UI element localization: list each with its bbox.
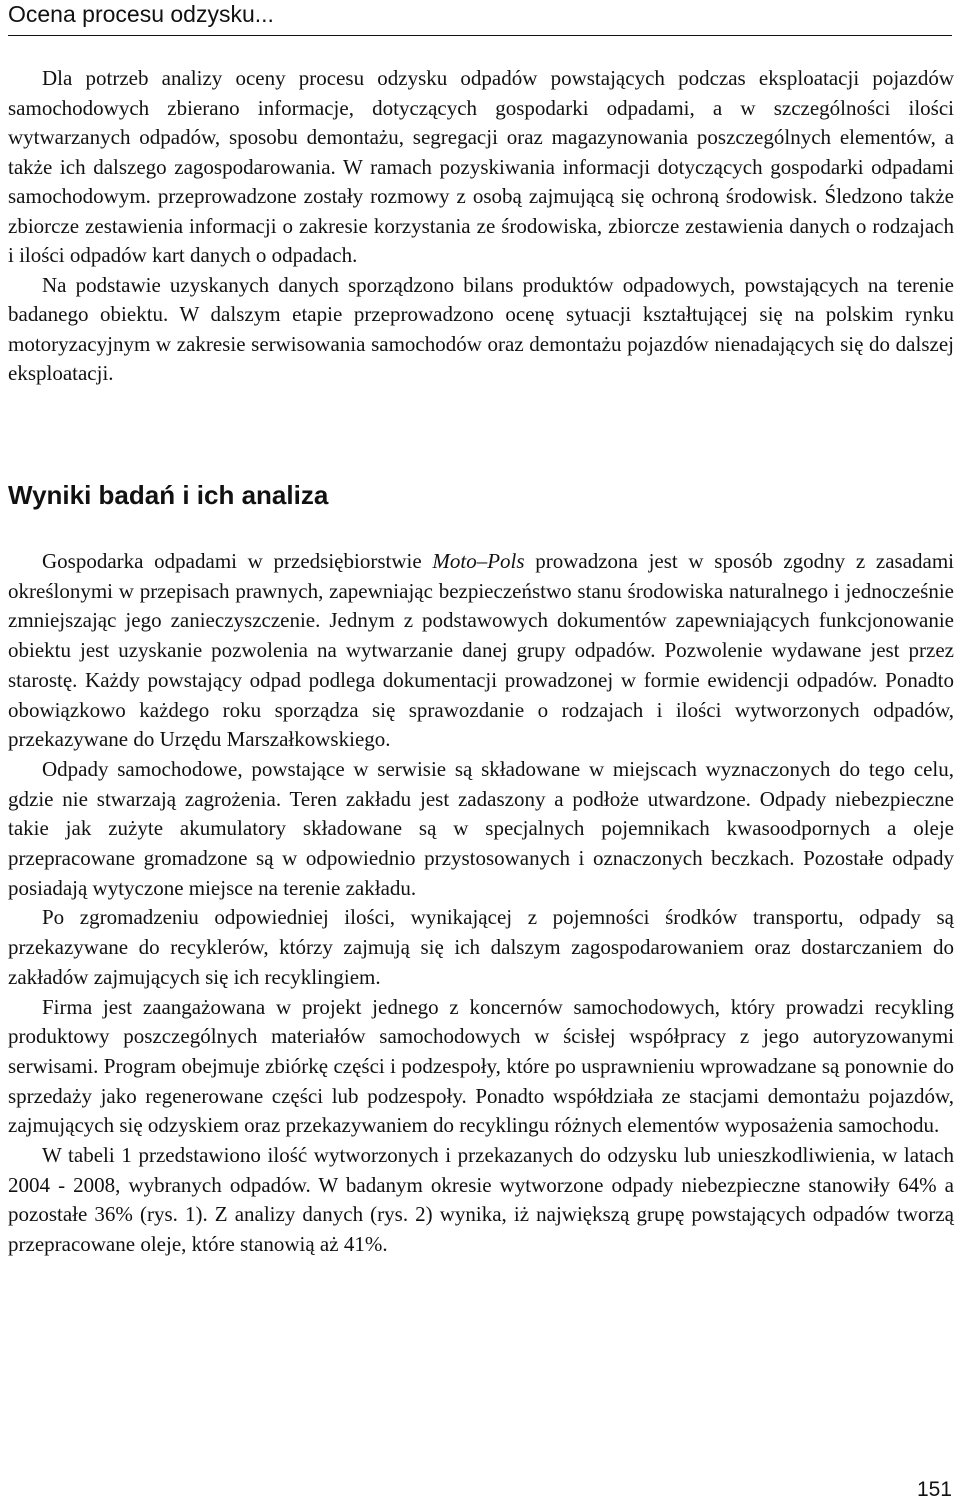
- company-name: Moto–Pols: [432, 549, 525, 573]
- page-number: 151: [916, 1478, 952, 1501]
- paragraph: Firma jest zaangażowana w projekt jednego z koncernów samochodowych, który prowadzi recykling produktowy poszczególnych materiałów samochodowych w ścisłej współpracy z jego autoryzowanymi serwisami. Program obejmuje zbiórkę części i podzespoły, które po usprawnieniu wprowadzane są ponownie do sprzedaży jako regenerowane części lub podzespoły. Ponadto współdziała ze stacjami demontażu pojazdów, zajmujących się odzyskiem oraz przekazywaniem do recyklingu różnych elementów wyposażenia samochodu.: [8, 994, 954, 1138]
- paragraph-text: prowadzona jest w sposób zgodny z zasadami określonymi w przepisach prawnych, zapewniając bezpieczeństwo stanu środowiska naturalnego i jednocześnie zmniejszając jego zanieczyszczenie. Jednym z podstawowych dokumentów zapewniających funkcjonowanie obiektu jest uzyskanie pozwolenia na wytwarzanie danej grupy odpadów. Pozwolenie wydawane jest przez starostę. Każdy powstający odpad podlega dokumentacji prowadzonej w formie ewidencji odpadów. Ponadto obowiązkowo każdego roku sporządza się sprawozdanie o rodzajach i ilości wytworzonych odpadów, przekazywane do Urzędu Marszałkowskiego.: [8, 549, 954, 752]
- paragraph: Na podstawie uzyskanych danych sporządzono bilans produktów odpadowych, powstających na terenie badanego obiektu. W dalszym etapie przeprowadzono ocenę sytuacji kształtującej się na polskim rynku motoryzacyjnym w zakresie serwisowania samochodów oraz demontażu pojazdów nienadających się do dalszej eksploatacji.: [8, 272, 954, 385]
- paragraph: Po zgromadzeniu odpowiedniej ilości, wynikającej z pojemności środków transportu, odpady są przekazywane do recyklerów, którzy zajmują się ich dalszym zagospodarowaniem oraz dostarczaniem do zakładów zajmujących się ich recyklingiem.: [8, 905, 954, 989]
- paragraph: Odpady samochodowe, powstające w serwisie są składowane w miejscach wyznaczonych do tego celu, gdzie nie stwarzają zagrożenia. Teren zakładu jest zadaszony a podłoże utwardzone. Odpady niebezpieczne takie jak zużyte akumulatory składowane są w specjalnych pojemnikach kwasoodpornych a oleje przepracowane gromadzone są w odpowiednio przystosowanych i oznaczonych beczkach. Pozostałe odpady posiadają wytyczone miejsce na terenie zakładu.: [8, 756, 954, 900]
- paragraph: [8, 547, 954, 755]
- section-heading: Wyniki badań i ich analiza: [8, 480, 329, 510]
- header-divider: [8, 35, 952, 36]
- results-text: [8, 547, 954, 1260]
- paragraph-text: Gospodarka odpadami w przedsiębiorstwie: [42, 549, 433, 573]
- paragraph: Dla potrzeb analizy oceny procesu odzysku odpadów powstających podczas eksploatacji pojazdów samochodowych zbierano informacje, dotyczących gospodarki odpadami, a w szczególności ilości wytwarzanych odpadów, sposobu demontażu, segregacji oraz magazynowania poszczególnych elementów, a także ich dalszego zagospodarowania. W ramach pozyskiwania informacji dotyczących gospodarki odpadami samochodowym. przeprowadzone zostały rozmowy z osobą zajmującą się ochroną środowisk. Śledzono także zbiorcze zestawienia informacji o zakresie korzystania ze środowiska, zbiorcze zestawienia danych o rodzajach i ilości odpadów kart danych o odpadach.: [8, 66, 954, 267]
- running-header-title: Ocena procesu odzysku...: [8, 1, 274, 27]
- paragraph: W tabeli 1 przedstawiono ilość wytworzonych i przekazanych do odzysku lub unieszkodliwienia, w latach 2004 - 2008, wybranych odpadów. W badanym okresie wytworzone odpady niebezpieczne stanowiły 64% a pozostałe 36% (rys. 1). Z analizy danych (rys. 2) wynika, iż największą grupę powstających odpadów tworzą przepracowane oleje, które stanowią aż 41%.: [8, 1143, 954, 1257]
- methodology-text: [8, 64, 954, 389]
